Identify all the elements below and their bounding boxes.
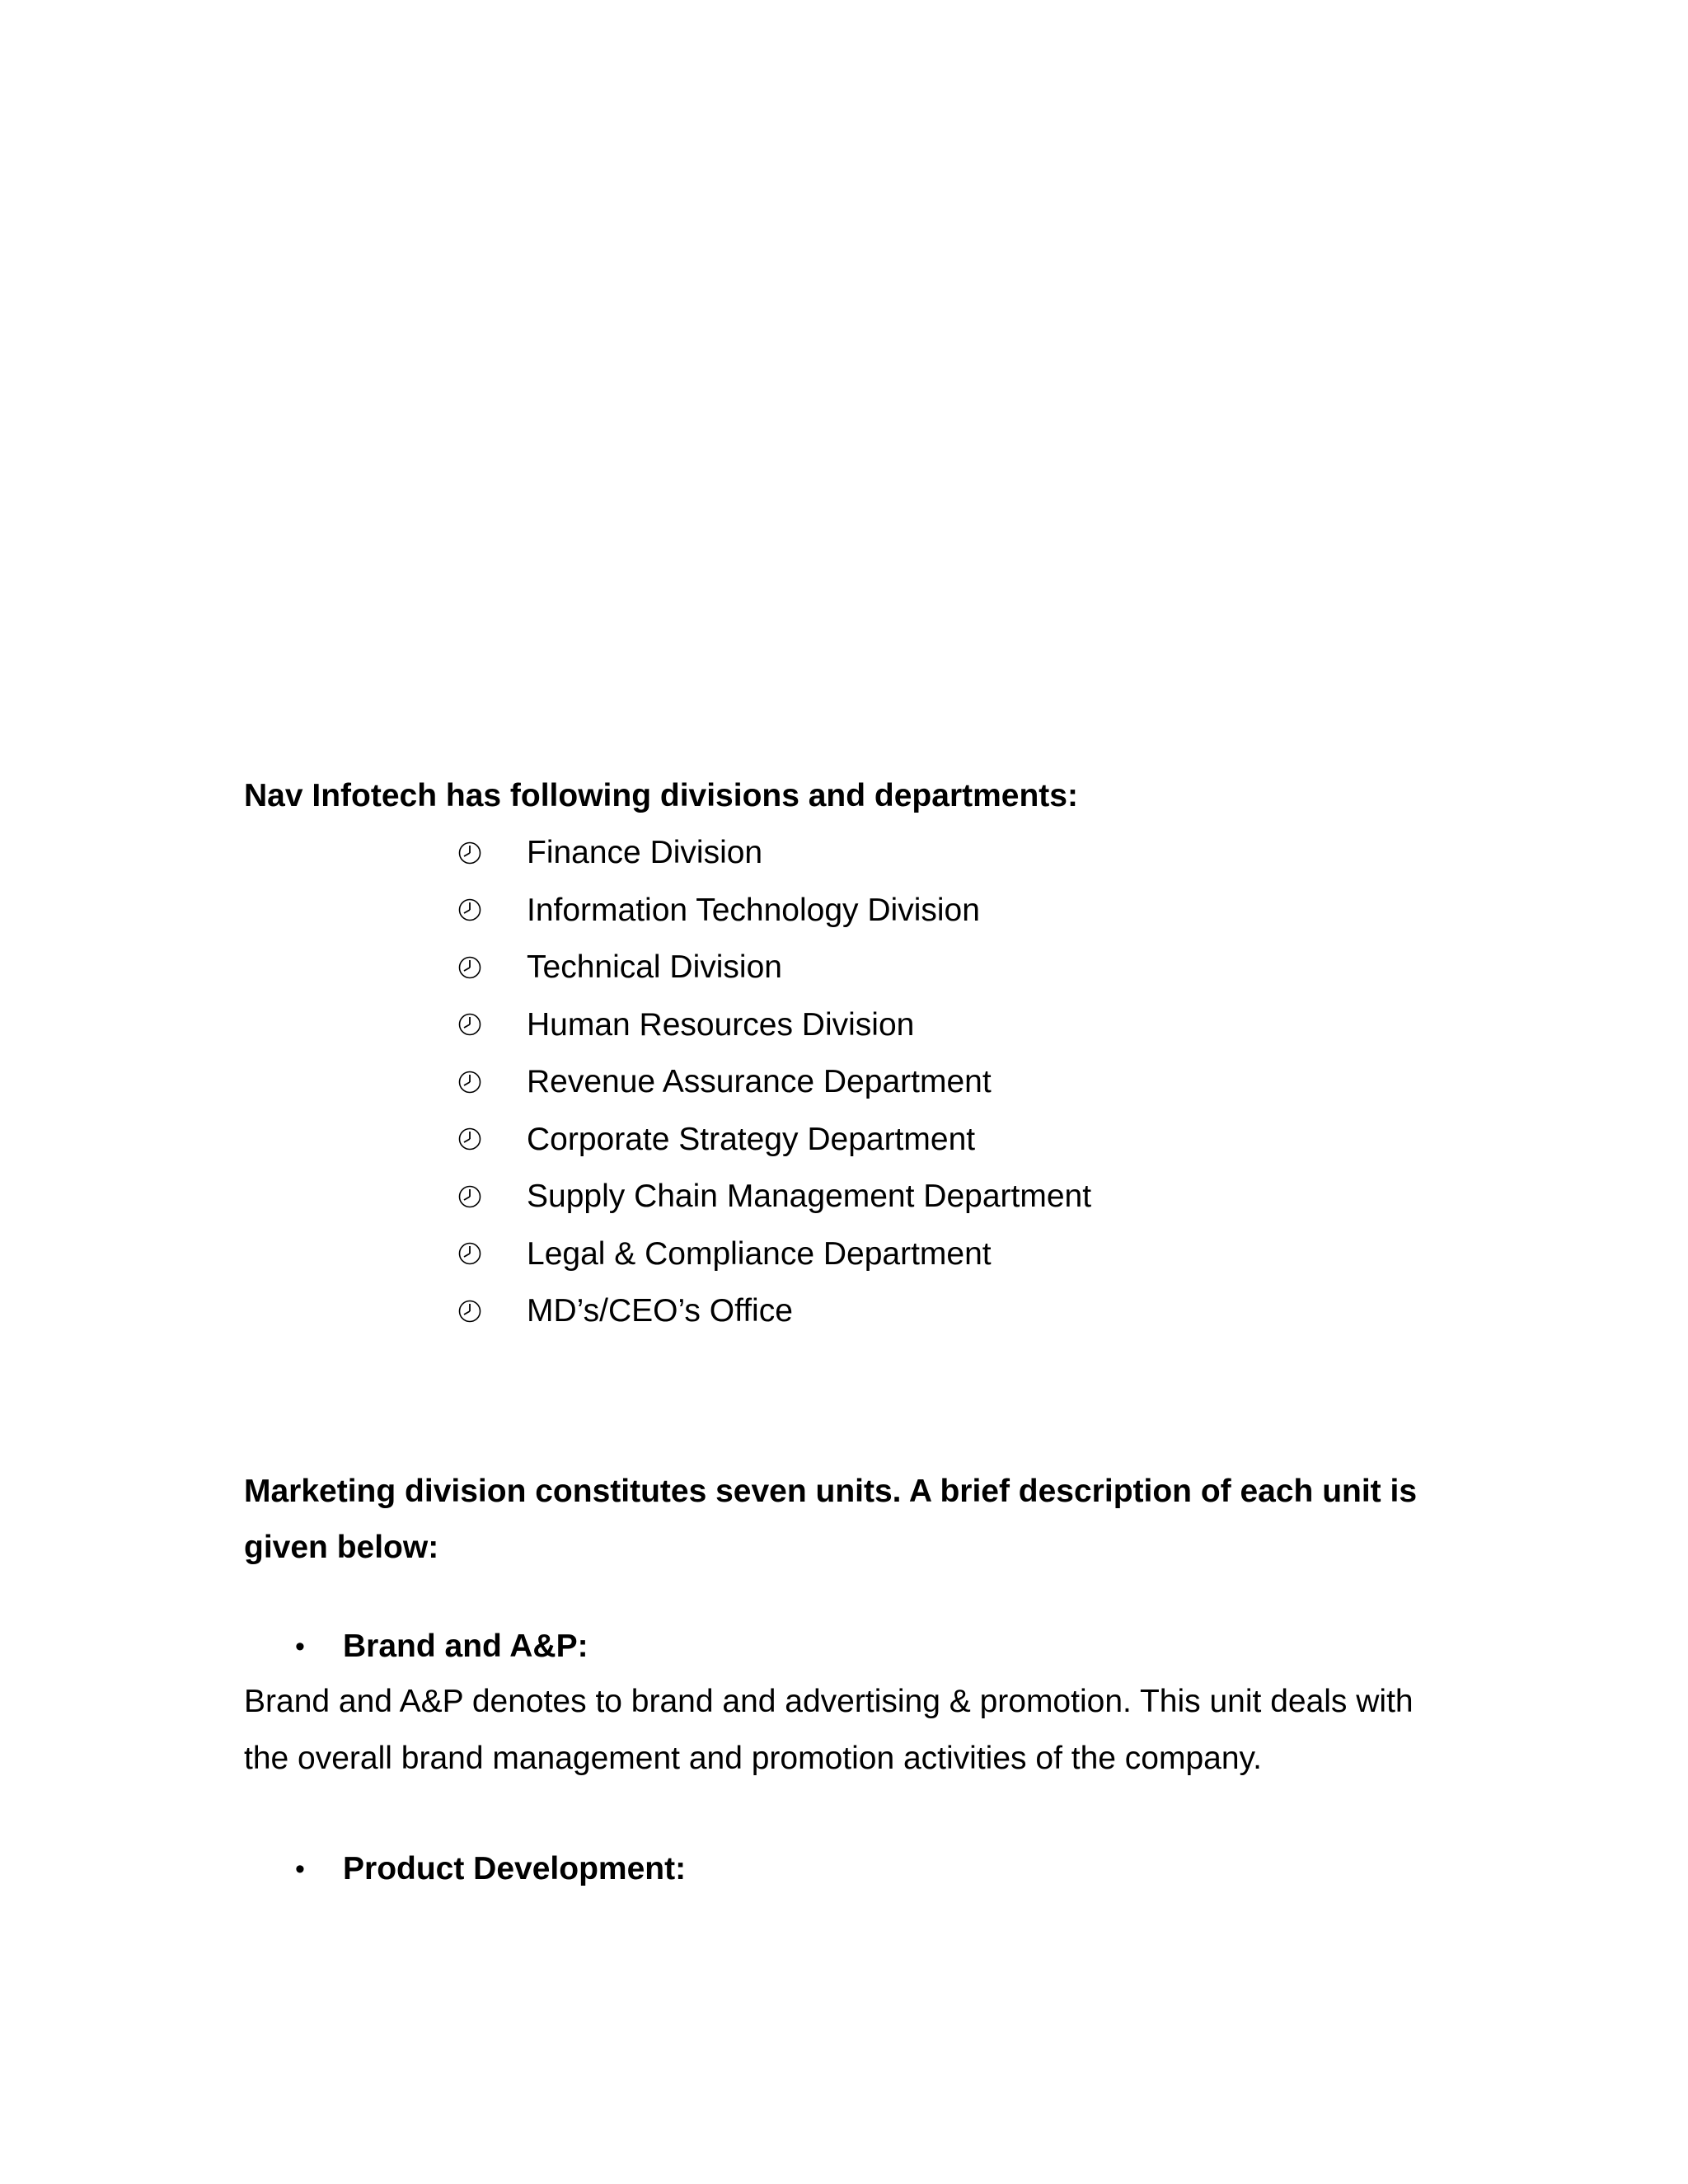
bullet-icon: • [295, 1853, 305, 1885]
divisions-heading: Nav Infotech has following divisions and departments: [244, 778, 1078, 813]
unit-section [244, 1620, 1447, 1787]
unit-title: Product Development: [343, 1851, 687, 1886]
unit-section [244, 1843, 1447, 1896]
department-label: Human Resources Division [527, 1006, 915, 1043]
department-label: MD’s/CEO’s Office [527, 1293, 793, 1329]
clock-icon [457, 1070, 482, 1094]
clock-icon [457, 1184, 482, 1209]
bullet-icon: • [295, 1630, 305, 1662]
list-item [457, 942, 1091, 1000]
department-list [457, 827, 1091, 1343]
marketing-heading: Marketing division constitutes seven units. A brief description of each unit is given below: [244, 1474, 1418, 1565]
unit-title-row [295, 1843, 1447, 1896]
clock-icon [457, 1241, 482, 1266]
department-label: Legal & Compliance Department [527, 1235, 992, 1272]
clock-icon [457, 1012, 482, 1037]
unit-title: Brand and A&P: [343, 1629, 588, 1664]
clock-icon [457, 841, 482, 865]
list-item [457, 1171, 1091, 1229]
list-item [457, 1000, 1091, 1057]
list-item [457, 1057, 1091, 1114]
department-label: Corporate Strategy Department [527, 1121, 976, 1157]
department-label: Information Technology Division [527, 892, 980, 928]
department-label: Revenue Assurance Department [527, 1064, 992, 1100]
department-label: Supply Chain Management Department [527, 1179, 1092, 1215]
clock-icon [457, 898, 482, 922]
clock-icon [457, 1299, 482, 1324]
list-item [457, 827, 1091, 885]
list-item [457, 1286, 1091, 1343]
clock-icon [457, 955, 482, 980]
unit-title-row [295, 1620, 1447, 1673]
list-item [457, 885, 1091, 943]
list-item [457, 1229, 1091, 1286]
list-item [457, 1114, 1091, 1172]
department-label: Finance Division [527, 835, 763, 871]
department-label: Technical Division [527, 949, 782, 986]
clock-icon [457, 1127, 482, 1151]
unit-description: Brand and A&P denotes to brand and advertising & promotion. This unit deals with the overall brand management and promotion activities of the company. [244, 1684, 1414, 1776]
